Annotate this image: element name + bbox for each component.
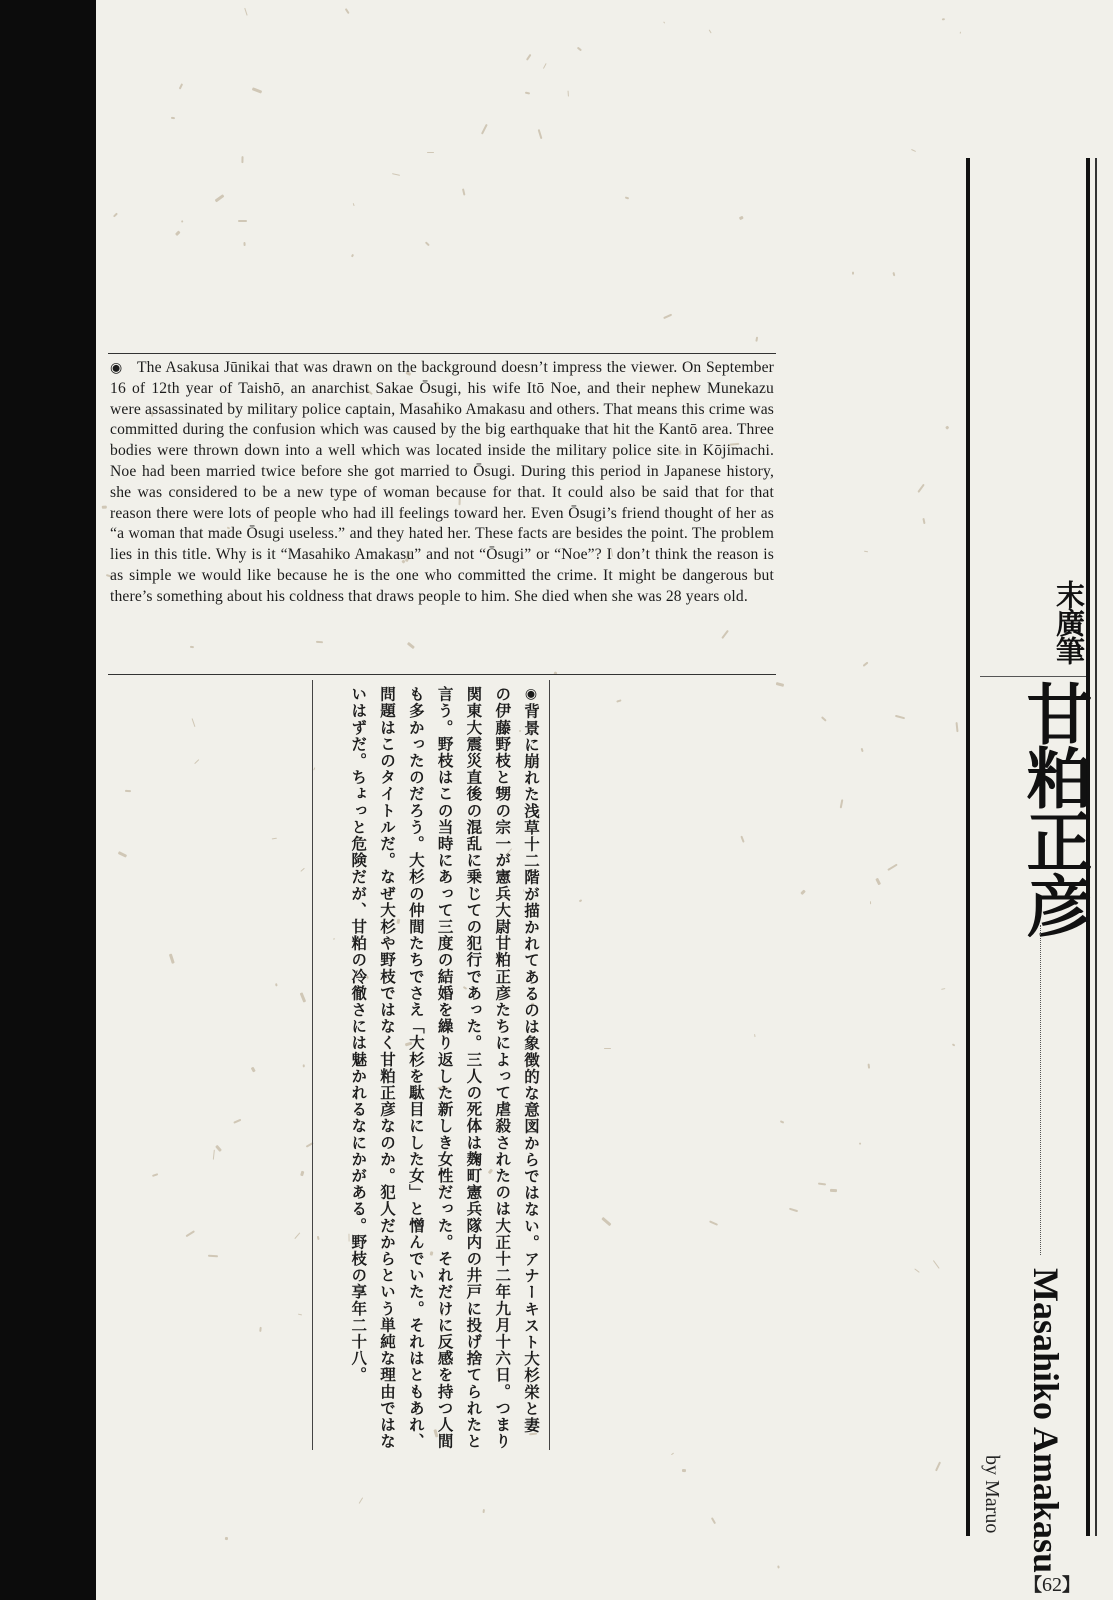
paper-fiber bbox=[578, 900, 582, 903]
paper-fiber bbox=[194, 759, 199, 764]
paper-fiber bbox=[352, 203, 354, 206]
paper-fiber bbox=[244, 8, 247, 16]
paper-fiber bbox=[358, 1497, 363, 1504]
paper-fiber bbox=[867, 1064, 870, 1069]
bullet-icon-jp: ◉ bbox=[523, 686, 539, 704]
paper-fiber bbox=[709, 30, 712, 34]
paper-fiber bbox=[258, 1327, 261, 1332]
paper-fiber bbox=[682, 1469, 686, 1472]
title-rule-outer bbox=[1095, 158, 1097, 1536]
paper-fiber bbox=[709, 1220, 718, 1226]
paper-fiber bbox=[671, 1452, 674, 1455]
paper-fiber bbox=[923, 518, 926, 524]
paper-fiber bbox=[298, 1314, 302, 1316]
paper-fiber bbox=[175, 231, 181, 237]
paper-fiber bbox=[955, 722, 958, 732]
paper-fiber bbox=[934, 1461, 940, 1471]
paper-fiber bbox=[864, 551, 868, 553]
paper-fiber bbox=[483, 1509, 485, 1513]
paper-fiber bbox=[272, 838, 277, 840]
paper-fiber bbox=[711, 1517, 716, 1524]
paper-fiber bbox=[301, 1170, 305, 1175]
title-rule-left bbox=[966, 158, 970, 1536]
caption-paragraph bbox=[110, 358, 774, 608]
paper-fiber bbox=[887, 863, 898, 871]
paper-fiber bbox=[276, 983, 278, 986]
paper-fiber bbox=[242, 156, 244, 163]
paper-fiber bbox=[892, 272, 895, 276]
paper-fiber bbox=[215, 1144, 222, 1151]
bracket-close: 】 bbox=[1062, 1575, 1080, 1595]
paper-fiber bbox=[225, 1537, 228, 1540]
paper-fiber bbox=[538, 129, 543, 139]
paper-fiber bbox=[244, 242, 246, 246]
paper-fiber bbox=[740, 835, 744, 842]
paper-fiber bbox=[941, 987, 945, 989]
paper-fiber bbox=[113, 213, 118, 218]
page-title-jp: 甘粕正彦 bbox=[1015, 680, 1093, 936]
paper-fiber bbox=[755, 336, 758, 341]
paper-fiber bbox=[238, 220, 247, 222]
paper-fiber bbox=[102, 506, 107, 509]
paper-fiber bbox=[344, 8, 349, 14]
paper-fiber bbox=[852, 272, 854, 275]
paper-fiber bbox=[462, 188, 466, 196]
paper-fiber bbox=[821, 716, 826, 721]
paper-fiber bbox=[776, 682, 785, 687]
paper-fiber bbox=[914, 1269, 919, 1273]
paper-fiber bbox=[911, 149, 916, 152]
paper-fiber bbox=[118, 851, 128, 858]
paper-fiber bbox=[169, 953, 175, 963]
paper-fiber bbox=[191, 718, 195, 727]
page-number-value: 62 bbox=[1042, 1574, 1062, 1596]
paper-fiber bbox=[625, 196, 630, 199]
bullet-icon: ◉ bbox=[110, 360, 123, 376]
page-title-en: Masahiko Amakasu bbox=[1026, 1268, 1066, 1574]
paper-fiber bbox=[861, 748, 864, 753]
paper-fiber bbox=[959, 32, 961, 34]
japanese-body: 背景に崩れた浅草十二階が描かれてあるのは象徴的な意図からではない。アナーキスト大杉栄と妻の伊藤野枝と甥の宗一が憲兵大尉甘粕正彦たちによって虐殺されたのは大正十二年九月十六日。つまり関東大震災直後の混乱に乗じての犯行であった。三人の死体は麹町憲兵隊内の井戸に投げ捨てられたと言う。野枝はこの当時にあって三度の結婚を繰り返した新しき女性だった。それだけに反感を持つ人間も多かったのだろう。大杉の仲間たちでさえ「大杉を駄目にした女」と憎んでいた。それはともあれ、問題はこのタイトルだ。なぜ大杉や野枝ではなく甘粕正彦なのか。犯人だからという単純な理由ではないはずだ。ちょっと危険だが、甘粕の冷徹さには魅かれるなにかがある。野枝の享年二十八。 bbox=[349, 686, 540, 1450]
paper-fiber bbox=[663, 22, 665, 25]
paper-fiber bbox=[942, 18, 945, 21]
paper-fiber bbox=[859, 1143, 861, 1146]
japanese-commentary bbox=[312, 680, 550, 1450]
paper-fiber bbox=[152, 1173, 158, 1177]
paper-fiber bbox=[427, 152, 434, 153]
paper-fiber bbox=[351, 254, 354, 258]
author-credit-jp: 末廣筆 bbox=[1052, 580, 1086, 664]
author-credit-en: by Maruo bbox=[981, 1455, 1003, 1534]
paper-fiber bbox=[779, 1120, 784, 1124]
paper-fiber bbox=[251, 87, 262, 93]
paper-fiber bbox=[739, 216, 744, 220]
paper-fiber bbox=[525, 91, 530, 94]
paper-fiber bbox=[753, 1034, 755, 1037]
paper-fiber bbox=[208, 1255, 218, 1257]
paper-fiber bbox=[213, 1149, 215, 1159]
paper-fiber bbox=[216, 195, 225, 203]
paper-fiber bbox=[125, 790, 131, 792]
dotted-separator bbox=[1040, 925, 1041, 1255]
paper-fiber bbox=[876, 878, 881, 885]
paper-fiber bbox=[604, 1048, 610, 1049]
paper-fiber bbox=[251, 1067, 256, 1072]
paper-fiber bbox=[616, 699, 622, 703]
paper-fiber bbox=[303, 1064, 305, 1068]
paper-fiber bbox=[567, 90, 569, 96]
paper-fiber bbox=[870, 902, 871, 905]
paper-fiber bbox=[481, 124, 488, 135]
paper-fiber bbox=[178, 83, 183, 89]
paper-fiber bbox=[917, 483, 925, 492]
paper-fiber bbox=[425, 242, 430, 247]
paper-fiber bbox=[294, 1232, 300, 1239]
paper-fiber bbox=[171, 117, 175, 119]
paper-fiber bbox=[777, 1566, 779, 1569]
paper-fiber bbox=[186, 1230, 196, 1237]
paper-fiber bbox=[233, 1119, 241, 1124]
paper-fiber bbox=[392, 174, 400, 177]
paper-fiber bbox=[951, 1044, 955, 1048]
paper-fiber bbox=[577, 46, 582, 50]
paper-fiber bbox=[862, 661, 869, 667]
page-binding-edge bbox=[0, 0, 96, 1600]
bracket-open: 【 bbox=[1024, 1575, 1042, 1595]
paper-fiber bbox=[895, 715, 905, 719]
paper-fiber bbox=[180, 220, 183, 223]
paper-fiber bbox=[839, 799, 843, 808]
paper-fiber bbox=[789, 1207, 798, 1212]
paper-fiber bbox=[932, 1260, 939, 1269]
caption-body: The Asakusa Jūnikai that was drawn on the background doesn’t impress the viewer. On September 16 of 12th year of Taishō, an anarchist Sakae Ōsugi, his wife Itō Noe, and their nephew Munekazu were assassinated by military police captain, Masahiko Amakasu and others. That means this crime was committed during the confusion which was caused by the big earthquake that hit the Kantō area. Three bodies were thrown down into a well which was located inside the military police site in Kōjimachi. Noe had been married twice before she got married to Ōsugi. During this period in Japanese history, she was considered to be a new type of woman because for that. It could also be said that for that reason there were lots of people who had ill feelings toward her. Even Ōsugi’s friend thought of her as “a woman that made Ōsugi useless.” and they hated her. These facts are besides the point. The problem lies in this title. Why is it “Masahiko Amakasu” and not “Ōsugi” or “Noe”? I don’t think the reason is as simple we would like because he is the one who committed the crime. It might be dangerous but there’s something about his coldness that draws people to him. She died when she was 28 years old. bbox=[110, 359, 775, 605]
paper-fiber bbox=[818, 1183, 826, 1186]
paper-fiber bbox=[663, 313, 672, 319]
paper-fiber bbox=[543, 63, 547, 68]
paper-fiber bbox=[526, 54, 532, 61]
paper-fiber bbox=[300, 867, 305, 871]
paper-fiber bbox=[299, 992, 305, 1002]
page-number bbox=[1024, 1574, 1104, 1596]
english-caption bbox=[108, 353, 776, 675]
paper-fiber bbox=[801, 890, 806, 895]
paper-fiber bbox=[945, 425, 949, 429]
paper-fiber bbox=[602, 1217, 612, 1226]
paper-fiber bbox=[830, 1189, 837, 1192]
